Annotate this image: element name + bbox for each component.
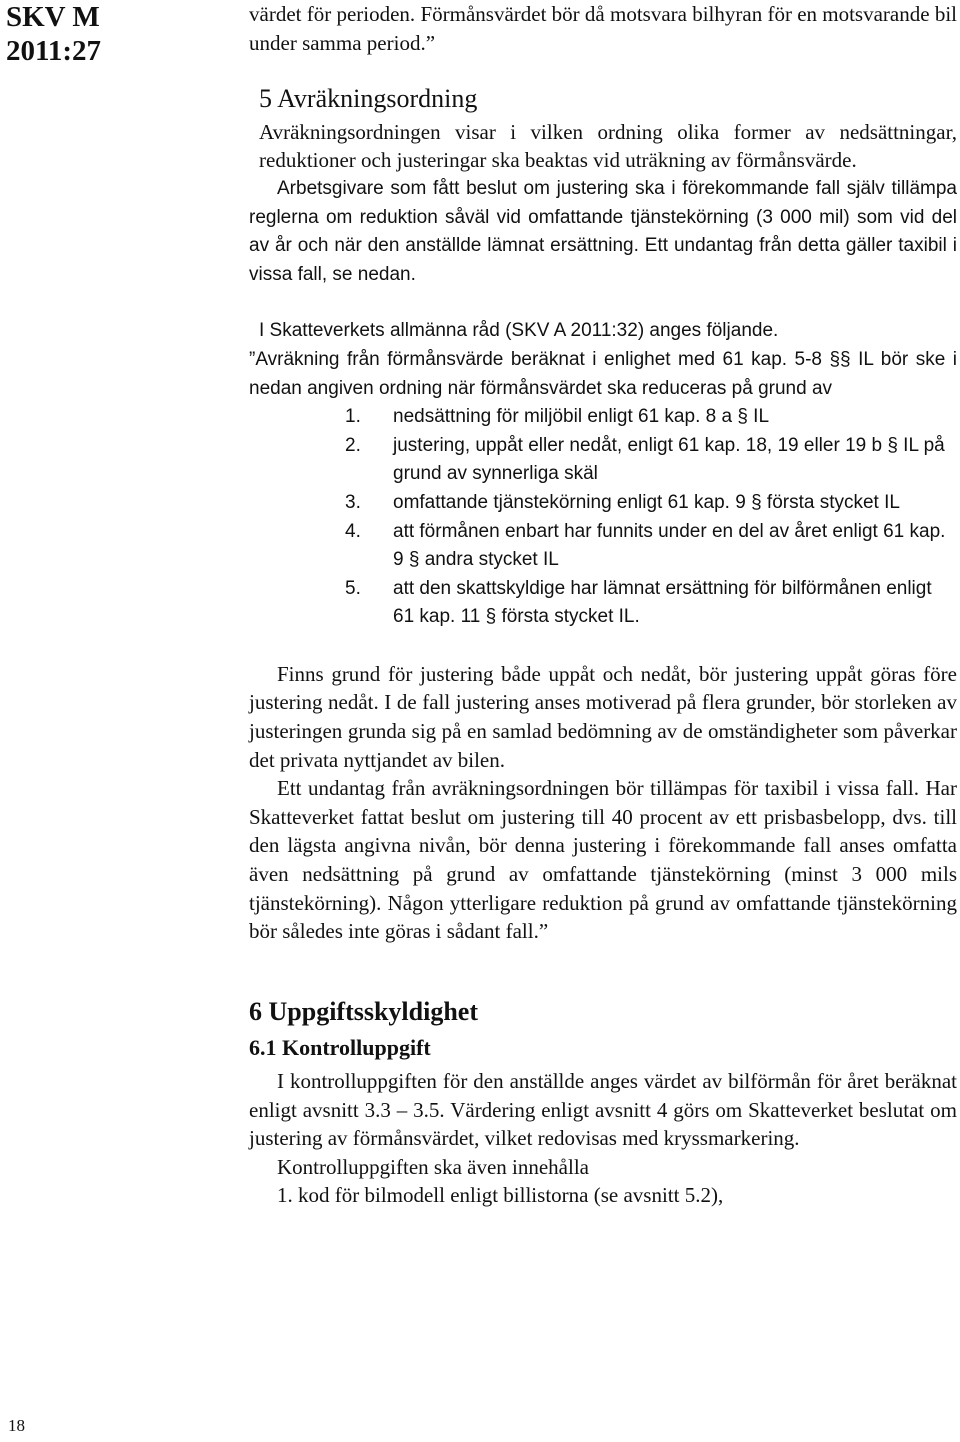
section6-heading: 6 Uppgiftsskyldighet [249,996,478,1026]
page-number: 18 [8,1416,25,1435]
section61-heading: 6.1 Kontrolluppgift [249,1035,431,1061]
section6-item1: 1. kod för bilmodell enligt billistorna (se avsnitt 5.2), [277,1183,724,1208]
doc-id: SKV M [6,1,100,33]
doc-year: 2011:27 [6,35,102,67]
page-content [249,0,957,1210]
section5-para4: Ett undantag från avräkningsordningen bör tillämpas för taxibil i vissa fall. Har Skatteverket fattat beslut om justering till 40 procent av ett prisbasbelopp, dvs. till den lägsta angivna nivån, bör denna justering i förekommande fall anses omfatta även nedsättning på grund av omfattande tjänstekörning (minst 3 000 mils tjänstekörning). Någon ytterligare reduktion på grund av omfattande tjänstekörning bör således inte göras i sådant fall.” [249,776,957,944]
advice-list [249,403,957,632]
advice-intro: I Skatteverkets allmänna råd (SKV A 2011:32) anges följande. [259,320,779,342]
section5-para2: Arbetsgivare som fått beslut om justering ska i förekommande fall själv tillämpa reglerna om reduktion såväl vid omfattande tjänstekörning (3 000 mil) som vid del av år och när den anställde lämnat ersättning. Ett undantag från detta gäller taxibil i vissa fall, se nedan. [249,177,957,285]
list-item: 4. att förmånen enbart har funnits under en del av året enligt 61 kap. 9 § andra stycket IL [345,520,946,571]
intro-continuation: värdet för perioden. Förmånsvärdet bör då motsvara bilhyran för en motsvarande bil under samma period.” [249,2,957,55]
section6-para1: I kontrolluppgiften för den anställde anges värdet av bilförmån för året beräknat enligt avsnitt 3.3 – 3.5. Värdering enligt avsnitt 4 görs om Skatteverket beslutat om justering av förmånsvärdet, vilket redovisas med kryssmarkering. [249,1069,957,1151]
section6-para2: Kontrolluppgiften ska även innehålla [277,1154,589,1179]
list-item: 5. att den skattskyldige har lämnat ersättning för bilförmånen enligt 61 kap. 11 § första stycket IL. [345,577,932,628]
list-item: 2. justering, uppåt eller nedåt, enligt 61 kap. 18, 19 eller 19 b § IL på grund av synnerliga skäl [345,434,945,485]
list-item: 3. omfattande tjänstekörning enligt 61 kap. 9 § första stycket IL [345,491,900,513]
section5-heading: 5 Avräkningsordning [259,84,478,114]
section5-para1: Avräkningsordningen visar i vilken ordning olika former av nedsättningar, reduktioner och justeringar ska beaktas vid uträkning av förmånsvärde. [259,119,957,173]
list-item: 1. nedsättning för miljöbil enligt 61 kap. 8 a § IL [345,406,770,428]
section5-para3: Finns grund för justering både uppåt och nedåt, bör justering uppåt göras före justering nedåt. I de fall justering anses motiverad på flera grunder, bör storleken av justeringen grunda sig på en samlad bedömning av de omständigheter som påverkar det privata nyttjandet av bilen. [249,661,957,772]
advice-text: ”Avräkning från förmånsvärde beräknat i enlighet med 61 kap. 5-8 §§ IL bör ske i nedan angiven ordning när förmånsvärdet ska reduceras på grund av [249,348,957,399]
sidebar-label [6,0,101,68]
